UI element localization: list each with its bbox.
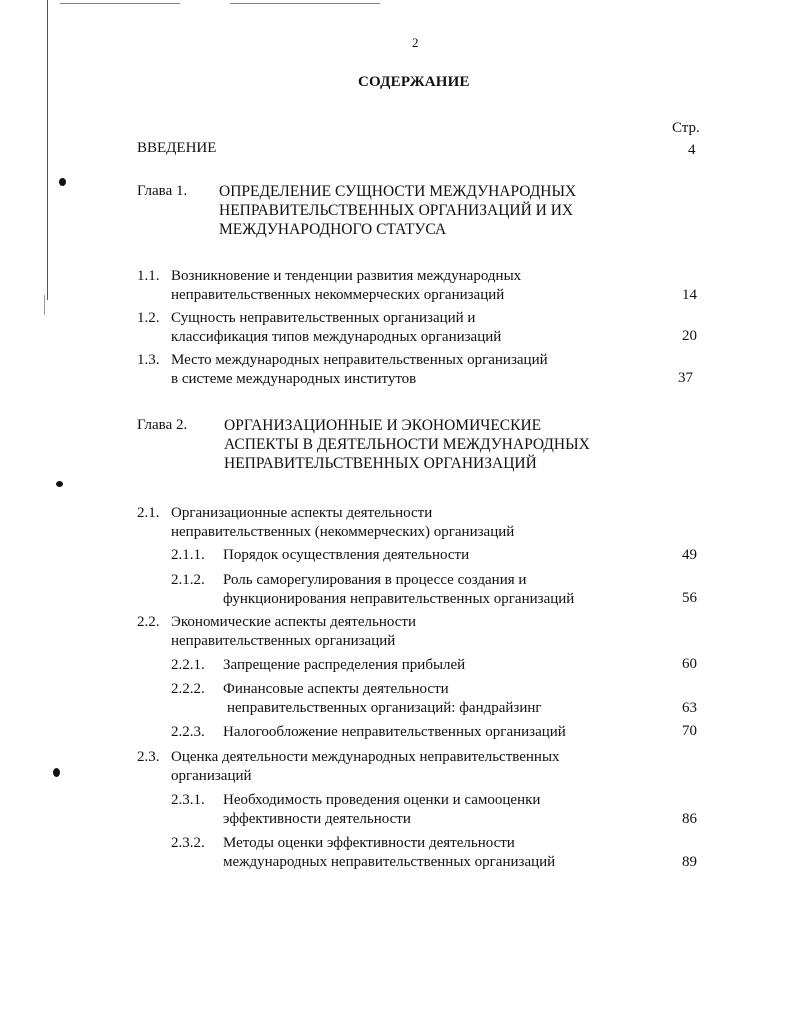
page-number: 2	[412, 35, 419, 50]
section-number: 1.1.	[137, 268, 160, 284]
section-page: 49	[682, 547, 697, 563]
scan-top-line	[60, 3, 180, 4]
section-title-line: Финансовые аспекты деятельности	[223, 681, 449, 697]
section-title-line: Сущность неправительственных организаций и	[171, 310, 476, 326]
section-page: 60	[682, 656, 697, 672]
section-page: 89	[682, 854, 697, 870]
chapter-title-line: НЕПРАВИТЕЛЬСТВЕННЫХ ОРГАНИЗАЦИЙ И ИХ	[219, 202, 574, 219]
section-page: 56	[682, 590, 697, 606]
chapter-label: Глава 1.	[137, 183, 188, 199]
section-page: 14	[682, 287, 697, 303]
toc-intro-label: ВВЕДЕНИЕ	[137, 140, 217, 156]
scan-speck	[59, 178, 66, 186]
section-title-line: организаций	[171, 768, 252, 784]
toc-intro-page: 4	[688, 142, 696, 158]
scan-margin-tick	[44, 295, 45, 315]
section-number: 2.2.1.	[171, 657, 205, 673]
section-page: 20	[682, 328, 697, 344]
section-title-line: Оценка деятельности международных неправительственных	[171, 749, 560, 765]
section-title-line: неправительственных организаций: фандрайзинг	[227, 700, 542, 716]
scan-top-line-2	[230, 3, 380, 4]
page-column-header: Стр.	[672, 120, 700, 136]
section-title-line: Налогообложение неправительственных организаций	[223, 724, 566, 740]
section-title-line: в системе международных институтов	[171, 371, 417, 387]
section-title-line: международных неправительственных организаций	[223, 854, 556, 870]
section-number: 1.3.	[137, 352, 160, 368]
section-number: 2.1.	[137, 505, 160, 521]
section-number: 2.2.2.	[171, 681, 205, 697]
section-page: 37	[678, 370, 693, 386]
section-title-line: Роль саморегулирования в процессе создания и	[223, 572, 527, 588]
chapter-title-line: ОПРЕДЕЛЕНИЕ СУЩНОСТИ МЕЖДУНАРОДНЫХ	[219, 183, 577, 200]
section-title-line: Запрещение распределения прибылей	[223, 657, 466, 673]
section-title-line: неправительственных организаций	[171, 633, 396, 649]
section-title-line: неправительственных некоммерческих организаций	[171, 287, 505, 303]
section-number: 2.3.	[137, 749, 160, 765]
section-title-line: функционирования неправительственных организаций	[223, 591, 575, 607]
scan-speck	[53, 768, 60, 777]
section-number: 2.3.1.	[171, 792, 205, 808]
chapter-title-line: НЕПРАВИТЕЛЬСТВЕННЫХ ОРГАНИЗАЦИЙ	[224, 455, 537, 472]
scan-speck	[56, 481, 63, 487]
section-title-line: Организационные аспекты деятельности	[171, 505, 433, 521]
chapter-title-line: АСПЕКТЫ В ДЕЯТЕЛЬНОСТИ МЕЖДУНАРОДНЫХ	[224, 436, 590, 453]
section-page: 70	[682, 723, 697, 739]
section-number: 2.2.3.	[171, 724, 205, 740]
section-number: 2.1.1.	[171, 547, 205, 563]
section-title-line: неправительственных (некоммерческих) организаций	[171, 524, 515, 540]
section-title-line: эффективности деятельности	[223, 811, 411, 827]
section-title-line: Экономические аспекты деятельности	[171, 614, 416, 630]
section-title-line: Необходимость проведения оценки и самооценки	[223, 792, 541, 808]
section-page: 63	[682, 700, 697, 716]
page-title: СОДЕРЖАНИЕ	[358, 74, 470, 90]
section-title-line: Порядок осуществления деятельности	[223, 547, 470, 563]
section-title-line: Методы оценки эффективности деятельности	[223, 835, 515, 851]
chapter-title-line: ОРГАНИЗАЦИОННЫЕ И ЭКОНОМИЧЕСКИЕ	[224, 417, 542, 434]
section-number: 2.1.2.	[171, 572, 205, 588]
section-title-line: Место международных неправительственных организаций	[171, 352, 548, 368]
section-title-line: классификация типов международных организаций	[171, 329, 502, 345]
section-title-line: Возникновение и тенденции развития международных	[171, 268, 522, 284]
section-number: 1.2.	[137, 310, 160, 326]
chapter-label: Глава 2.	[137, 417, 188, 433]
section-number: 2.3.2.	[171, 835, 205, 851]
section-page: 86	[682, 811, 697, 827]
section-number: 2.2.	[137, 614, 160, 630]
scan-margin-line	[47, 0, 48, 300]
chapter-title-line: МЕЖДУНАРОДНОГО СТАТУСА	[219, 221, 447, 238]
